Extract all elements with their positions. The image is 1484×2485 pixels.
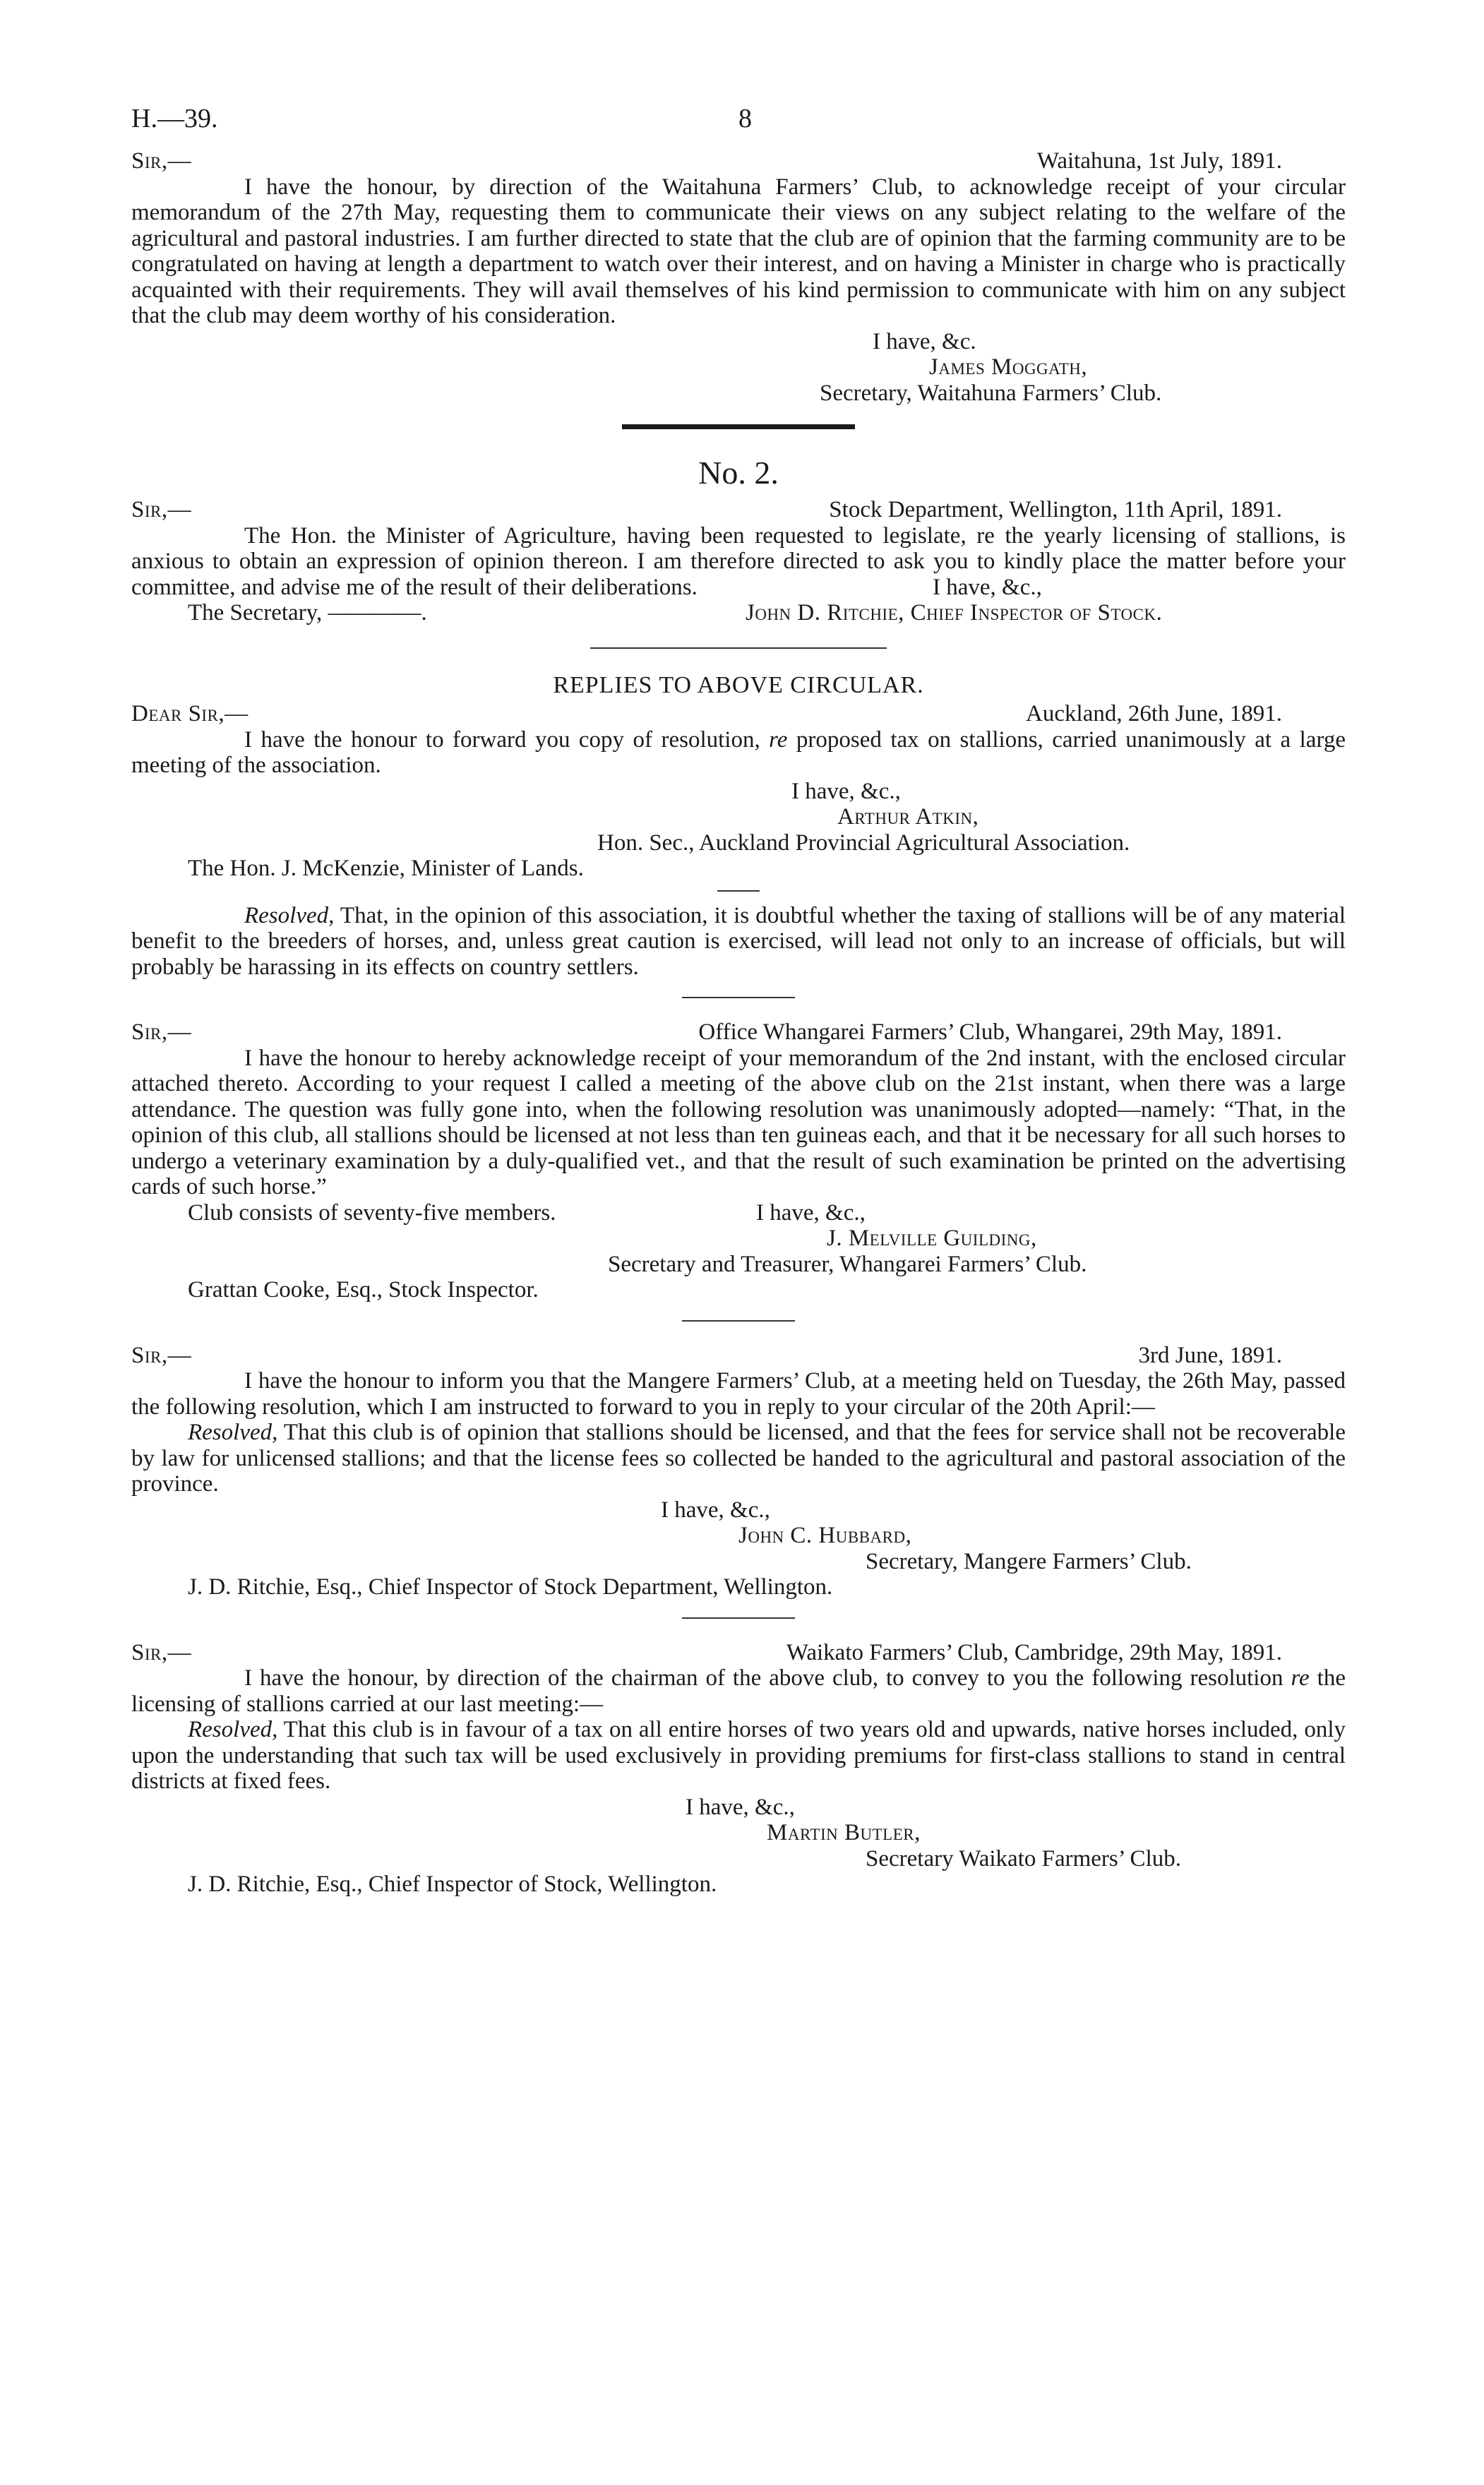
letter-waitahuna	[131, 148, 1346, 406]
body-text: I have the honour to forward you copy of resolution,	[244, 726, 770, 753]
resolved-label: Resolved,	[188, 1717, 278, 1742]
resolution	[131, 1717, 1346, 1795]
place-date: Waikato Farmers’ Club, Cambridge, 29th May, 1891.	[786, 1639, 1282, 1665]
section-heading: No. 2.	[698, 455, 779, 491]
reply-auckland	[131, 701, 1346, 980]
addressee: J. D. Ritchie, Esq., Chief Inspector of Stock, Wellington.	[188, 1872, 717, 1897]
letter-body: I have the honour, by direction of the Waitahuna Farmers’ Club, to acknowledge receipt of your circular memorandum of the 27th May, requesting them to communicate their views on any subject relating to the welfare of the agricultural and pastoral industries. I am further directed to state that the club are of opinion that the farming community are to be congratulated on having at length a department to watch over their interest, and on having a Minister in charge who is practically acquainted with their requirements. They will avail themselves of his kind permission to communicate with him on any subject that the club may deem worthy of his consideration.	[131, 174, 1346, 328]
section-divider	[682, 997, 795, 998]
signer: John C. Hubbard,	[738, 1523, 912, 1548]
salutation: Sir,—	[131, 1342, 192, 1368]
addressee: The Hon. J. McKenzie, Minister of Lands.	[188, 856, 584, 881]
place-date: Waitahuna, 1st July, 1891.	[1036, 148, 1282, 174]
page-number: 8	[738, 104, 752, 133]
resolved-label: Resolved,	[188, 1420, 278, 1445]
section-divider	[590, 647, 887, 649]
place-date: Auckland, 26th June, 1891.	[1026, 701, 1282, 726]
signer: J. Melville Guilding,	[827, 1226, 1037, 1251]
signer: Arthur Atkin,	[837, 804, 979, 830]
salutation: Sir,—	[131, 1639, 192, 1665]
signer-title: Secretary and Treasurer, Whangarei Farmers’ Club.	[608, 1251, 1087, 1277]
body-re: re	[1291, 1665, 1310, 1691]
section-divider	[622, 424, 855, 429]
resolution	[131, 903, 1346, 981]
body-text: I have the honour, by direction of the chairman of the above club, to convey to you the following resolution	[244, 1665, 1291, 1691]
reply-whangarei	[131, 1019, 1346, 1303]
addressee: Grattan Cooke, Esq., Stock Inspector.	[188, 1277, 539, 1303]
closing: I have, &c.,	[686, 1794, 795, 1820]
signer: James Moggath,	[929, 354, 1088, 380]
salutation: Sir,—	[131, 148, 192, 174]
resolution	[131, 1420, 1346, 1497]
resolution-text: That, in the opinion of this association, it is doubtful whether the taxing of stallions will be of any material benefit to the breeders of horses, and, unless great caution is exercised, will lead not only to an increase of officials, but will probably be harassing in its effects on country settlers.	[131, 902, 1346, 980]
place-date: 3rd June, 1891.	[1138, 1342, 1282, 1368]
letter-body	[131, 1665, 1346, 1717]
body-text: proposed tax on stallions, carried unanimously at a large meeting of the association.	[131, 726, 1346, 778]
letter-body: I have the honour to inform you that the Mangere Farmers’ Club, at a meeting held on Tuesday, the 26th May, passed the following resolution, which I am instructed to forward to you in reply to your circular of the 20th April:—	[131, 1368, 1346, 1420]
circular-body: The Hon. the Minister of Agriculture, having been requested to legislate, re the yearly licensing of stallions, is anxious to obtain an expression of opinion thereon. I am therefore directed to ask you to kindly place the matter before your committee, and advise me of the result of their deliberations.	[131, 522, 1346, 600]
signer-title: Secretary, Mangere Farmers’ Club.	[866, 1548, 1192, 1574]
signer: Martin Butler,	[767, 1820, 921, 1845]
salutation: Sir,—	[131, 497, 192, 522]
closing: I have, &c.,	[791, 778, 901, 804]
circular-no-2	[131, 453, 1346, 626]
letter-body: I have the honour to hereby acknowledge receipt of your memorandum of the 2nd instant, with the enclosed circular attached thereto. According to your request I called a meeting of the above club on the 21st instant, when there was a large attendance. The question was fully gone into, when the following resolution was unanimously adopted—namely: “That, in the opinion of this club, all stallions should be licensed at not less than ten guineas each, and that it be necessary for all such horses to undergo a veterinary examination by a duly-qualified vet., and that the result of such examination be printed on the advertising cards of such horse.”	[131, 1045, 1346, 1199]
membership-note: Club consists of seventy-five members.	[188, 1199, 556, 1226]
addressee: The Secretary, ————.	[188, 600, 427, 625]
document-page	[131, 106, 1346, 1898]
closing: I have, &c.,	[661, 1497, 770, 1523]
signer-title: Hon. Sec., Auckland Provincial Agricultural Association.	[597, 830, 1130, 856]
closing: I have, &c.	[873, 328, 976, 354]
section-divider	[682, 1617, 795, 1619]
section-divider	[682, 1320, 795, 1322]
closing: I have, &c.,	[756, 1199, 866, 1226]
body-re: re	[769, 726, 788, 753]
place-date: Office Whangarei Farmers’ Club, Whangarei, 29th May, 1891.	[698, 1019, 1282, 1045]
place-date: Stock Department, Wellington, 11th April, 1891.	[829, 497, 1282, 522]
resolution-text: That this club is of opinion that stallions should be licensed, and that the fees for service shall not be recoverable by law for unlicensed stallions; and that the license fees so collected be handed to the agricultural and pastoral association of the province.	[131, 1420, 1346, 1497]
resolved-label: Resolved,	[244, 902, 335, 928]
salutation: Dear Sir,—	[131, 701, 249, 726]
signer-title: Secretary Waikato Farmers’ Club.	[866, 1845, 1181, 1872]
closing: I have, &c.,	[933, 574, 1042, 600]
minor-divider	[717, 890, 760, 892]
reply-mangere	[131, 1343, 1346, 1600]
body-text: the licensing of stallions carried at our last meeting:—	[131, 1665, 1346, 1717]
salutation: Sir,—	[131, 1019, 192, 1045]
signer: John D. Ritchie, Chief Inspector of Stock.	[746, 600, 1163, 625]
page-header	[131, 106, 1346, 148]
letter-body	[131, 727, 1346, 779]
document-reference: H.—39.	[131, 104, 218, 133]
resolution-text: That this club is in favour of a tax on all entire horses of two years old and upwards, native horses included, only upon the understanding that such tax will be used exclusively in providing premiums for first-class stallions to stand in central districts at fixed fees.	[131, 1717, 1346, 1794]
replies-heading: REPLIES TO ABOVE CIRCULAR.	[553, 671, 924, 698]
reply-waikato	[131, 1640, 1346, 1898]
signer-title: Secretary, Waitahuna Farmers’ Club.	[820, 380, 1162, 406]
addressee: J. D. Ritchie, Esq., Chief Inspector of Stock Department, Wellington.	[188, 1574, 833, 1600]
